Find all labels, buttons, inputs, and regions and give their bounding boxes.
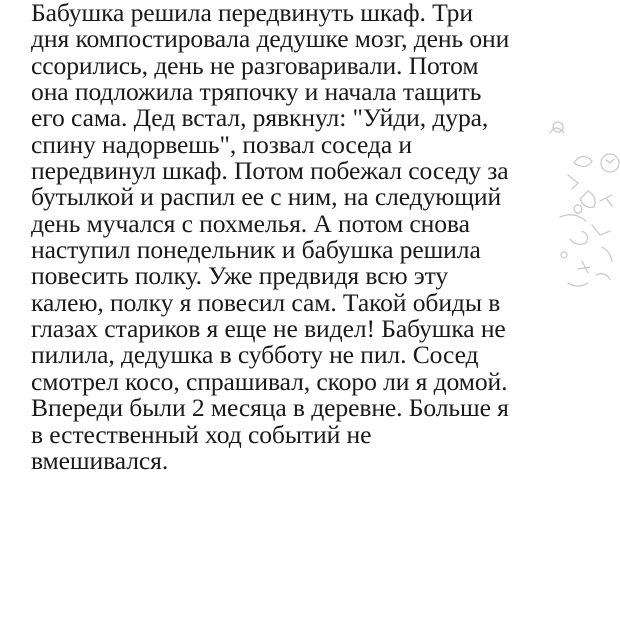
story-line: вмешивался. [31,445,169,475]
story-line: бутылкой и распил ее с ним, на следующий [31,182,502,212]
story-line: Бабушка решила передвинуть шкаф. Три [31,0,473,27]
story-line: его сама. Дед встал, рявкнул: "Уйди, дура, [31,103,489,133]
story-text [31,0,616,474]
story-line: ссорились, день не разговаривали. Потом [31,50,479,80]
story-line: Впереди были 2 месяца в деревне. Больше я [31,393,509,423]
story-line: она подложила тряпочку и начала тащить [31,77,482,107]
story-line: дня компостировала дедушке мозг, день они [31,24,510,54]
story-line: наступил понедельник и бабушка решила [31,235,481,265]
story-line: смотрел косо, спрашивал, скоро ли я домой. [31,366,508,396]
story-line: повесить полку. Уже предвидя всю эту [31,261,449,291]
story-line: глазах стариков я еще не видел! Бабушка не [31,314,506,344]
story-line: пилила, дедушка в субботу не пил. Сосед [31,340,479,370]
story-line: день мучался с похмелья. А потом снова [31,208,470,238]
story-line: калею, полку я повесил сам. Такой обиды в [31,287,501,317]
story-line: спину надорвешь", позвал соседа и [31,129,413,159]
story-line: передвинул шкаф. Потом побежал соседу за [31,156,509,186]
story-line: в естественный ход событий не [31,419,372,449]
